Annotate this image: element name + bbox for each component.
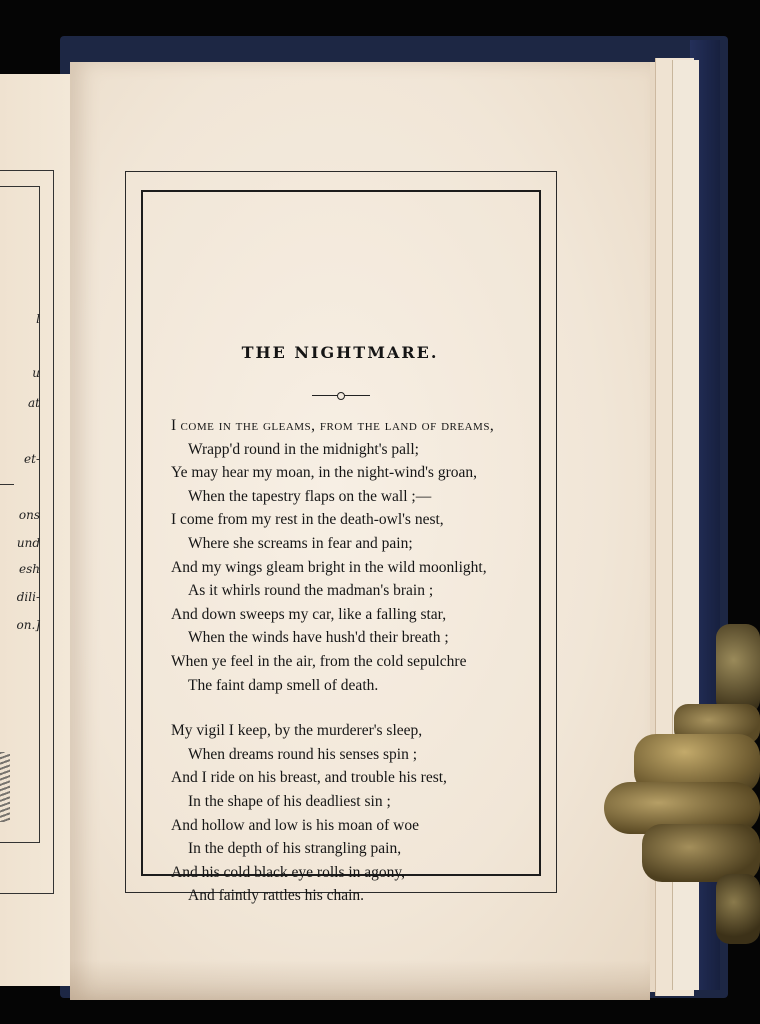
left-page-fragment: und [16, 536, 40, 550]
stanza-break [171, 697, 531, 719]
poem-line: I come in the gleams, from the land of dreams, [171, 417, 495, 434]
left-page-fragment: on.] [16, 618, 40, 632]
poem-line: In the shape of his deadliest sin ; [188, 792, 391, 810]
poem-line: Where she screams in fear and pain; [188, 534, 413, 552]
poem-line: Ye may hear my moan, in the night-wind's groan, [171, 464, 478, 482]
left-page-fragment: l [36, 312, 40, 326]
drop-initial: I [171, 417, 177, 434]
poem-line: And down sweeps my car, like a falling star, [171, 605, 447, 623]
poem-body [171, 414, 531, 908]
left-page-fragment: ons [18, 508, 40, 522]
poem-line: When the tapestry flaps on the wall ;— [188, 487, 432, 505]
left-page-fragment: et- [24, 452, 40, 466]
poem-line: And I ride on his breast, and trouble his rest, [171, 769, 447, 787]
title-ornament [312, 391, 370, 399]
poem-title: THE NIGHTMARE. [241, 343, 439, 362]
left-page-rule [0, 484, 14, 485]
poem-line: And his cold black eye rolls in agony, [171, 863, 406, 881]
poem-line: And my wings gleam bright in the wild moonlight, [171, 558, 487, 576]
poem-line: When dreams round his senses spin ; [188, 745, 418, 763]
left-page-fragment: u [32, 366, 40, 380]
poem-line: When the winds have hush'd their breath ; [188, 629, 449, 647]
poem-line: I come from my rest in the death-owl's nest, [171, 511, 444, 529]
left-page-fragment: at [28, 396, 40, 410]
left-page-fragment: dili- [16, 590, 40, 604]
poem-line: My vigil I keep, by the murderer's sleep, [171, 722, 423, 740]
poem-line: Wrapp'd round in the midnight's pall; [188, 440, 419, 458]
left-page-engraving [0, 752, 10, 822]
brass-book-clamp [604, 624, 760, 944]
poem-line: As it whirls round the madman's brain ; [188, 582, 434, 600]
left-page-fragment: esh [19, 562, 40, 576]
poem-line: In the depth of his strangling pain, [188, 840, 402, 858]
poem-line: And hollow and low is his moan of woe [171, 816, 419, 834]
poem-line: And faintly rattles his chain. [188, 887, 365, 905]
poem-line: The faint damp smell of death. [188, 676, 379, 694]
page-shadow [70, 960, 650, 1000]
poem-line: When ye feel in the air, from the cold sepulchre [171, 652, 467, 670]
